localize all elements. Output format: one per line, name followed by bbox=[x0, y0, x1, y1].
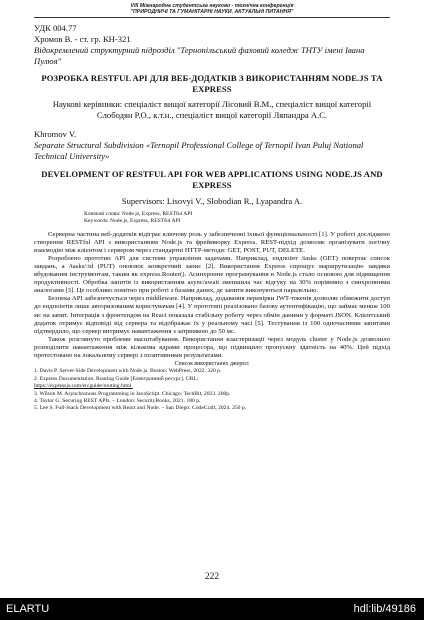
reference-item: 2. Express Documentation. Routing Guide [Електронний ресурс]. URL: bbox=[34, 375, 199, 382]
repository-footer bbox=[0, 598, 424, 620]
paragraph: Серверна частина веб-додатків відіграє ключову роль у забезпеченні їхньої функціональності [1]. У роботі досліджено створення RESTful API з використанням Node.js та фреймворку Express. REST-підхід дозволяє організувати логічну взаємодію між клієнтом і сервером через стандартні HTTP-методи: GET, POST, PUT, DELETE. bbox=[34, 230, 390, 254]
affiliation-en: Separate Structural Subdivision «Ternopil Professional College of Ternopil Ivan Puluj National Technical University» bbox=[34, 140, 364, 162]
reference-item: 1. Davis P. Server-Side Development with Node.js. Boston: WebPress, 2022. 320 p. bbox=[34, 368, 222, 375]
reference-item: 5. Lee S. Full-Stack Development with React and Node. – San Diego: CodeCraft, 2024. 250 p. bbox=[34, 405, 247, 412]
reference-item: 4. Taylor G. Securing REST APIs. – London: SecurityBooks, 2021. 180 p. bbox=[34, 397, 201, 404]
paragraph: Також розглянуто проблеми масштабування. Використання кластеризації через модуль cluster у Node.js дозволило розподілити навантаження між кількома ядрами процесора, що підвищило пропускну здатність на 40%. Цей підхід протестовано на локальному сервері з позитивними результатами. bbox=[34, 335, 390, 360]
supervisors-ua: Наукові керівники: спеціаліст вищої категорії Лісовий В.М., спеціаліст вищої категорії Слободян Р.О., к.т.н., спеціаліст вищої категорії Ляпандра А.С. bbox=[52, 99, 372, 120]
footer-repository-name: ELARTU bbox=[6, 603, 50, 615]
reference-item: 3. Wilson M. Asynchronous Programming in JavaScript. Chicago: TechBit, 2023. 200p. bbox=[34, 390, 231, 397]
body-text bbox=[34, 231, 390, 361]
conference-header bbox=[34, 0, 390, 15]
title-ua: РОЗРОБКА RESTFUL API ДЛЯ ВЕБ-ДОДАТКІВ З ВИКОРИСТАННЯМ NODE.JS ТА EXPRESS bbox=[41, 73, 383, 94]
conference-line-2: "ПРИРОДНИЧІ ТА ГУМАНІТАРНІ НАУКИ. АКТУАЛЬНІ ПИТАННЯ" bbox=[130, 9, 294, 16]
reference-url-link[interactable]: https://expressjs.com/en/guide/routing.html. bbox=[34, 383, 133, 390]
keywords-en: Keywords: Node.js, Express, RESTful API bbox=[84, 217, 181, 224]
references-list bbox=[34, 368, 390, 412]
conference-line-1: VIII Міжнародна студентська науково - технічна конференція bbox=[130, 3, 294, 9]
supervisors-en: Supervisors: Lisovyi V., Slobodian R., Lyapandra A. bbox=[121, 196, 303, 207]
references-heading: Список використаних джерел: bbox=[174, 361, 250, 368]
keywords-block bbox=[34, 211, 390, 225]
footer-handle: hdl:lib/49186 bbox=[353, 603, 416, 615]
keywords-ua: Ключові слова: Node.js, Express, RESTful API bbox=[84, 210, 193, 217]
paragraph: Розроблено прототип API для системи управління задачами. Наприклад, ендпоінт /tasks (GET) повертає список завдань, а /tasks/:id (PUT) оновлює конкретний запис [2]. Використання Express спрощує маршрутизацію завдяки вбудованим інструментам, таким як express.Router(). Асинхронне програмування в Node.js стало основою для підвищення продуктивності. Обробка запитів із використанням async/await зменшила час відгуку на 30% порівняно з синхронними аналогами [3]. Це особливо помітно при роботі з базами даних, де запити виконуються паралельно. bbox=[34, 254, 390, 295]
author-en: Khromov V. bbox=[34, 129, 77, 140]
paragraph: Безпека API забезпечується через middleware. Наприклад, додавання перевірки JWT-токенів дозволяє обмежити доступ до ендпоінтів лише авторизованим користувачам [4]. У прототипі реалізовано базову аутентифікацію, що займає менше 100 мс на запит. Інтеграція з фронтендом на React показала стабільну роботу через обмін даними у форматі JSON. Клієнтський додаток отримує відповіді від сервера та відображає їх у реальному часі [5]. Тестування із 100 одночасними запитами підтвердило, що сервер витримує навантаження з затримкою до 50 мс. bbox=[34, 295, 390, 335]
title-en: DEVELOPMENT OF RESTFUL API FOR WEB APPLICATIONS USING NODE.JS AND EXPRESS bbox=[41, 169, 383, 190]
affiliation-ua: Відокремлений структурний підрозділ "Тернопільський фаховий коледж ТНТУ імені Івана Пулюя" bbox=[34, 45, 365, 67]
author-ua: Хромов В. - ст. гр. КН-321 bbox=[34, 34, 131, 45]
udc: УДК 004.77 bbox=[34, 23, 77, 34]
page-number: 222 bbox=[204, 572, 220, 582]
header-rule bbox=[34, 17, 390, 18]
